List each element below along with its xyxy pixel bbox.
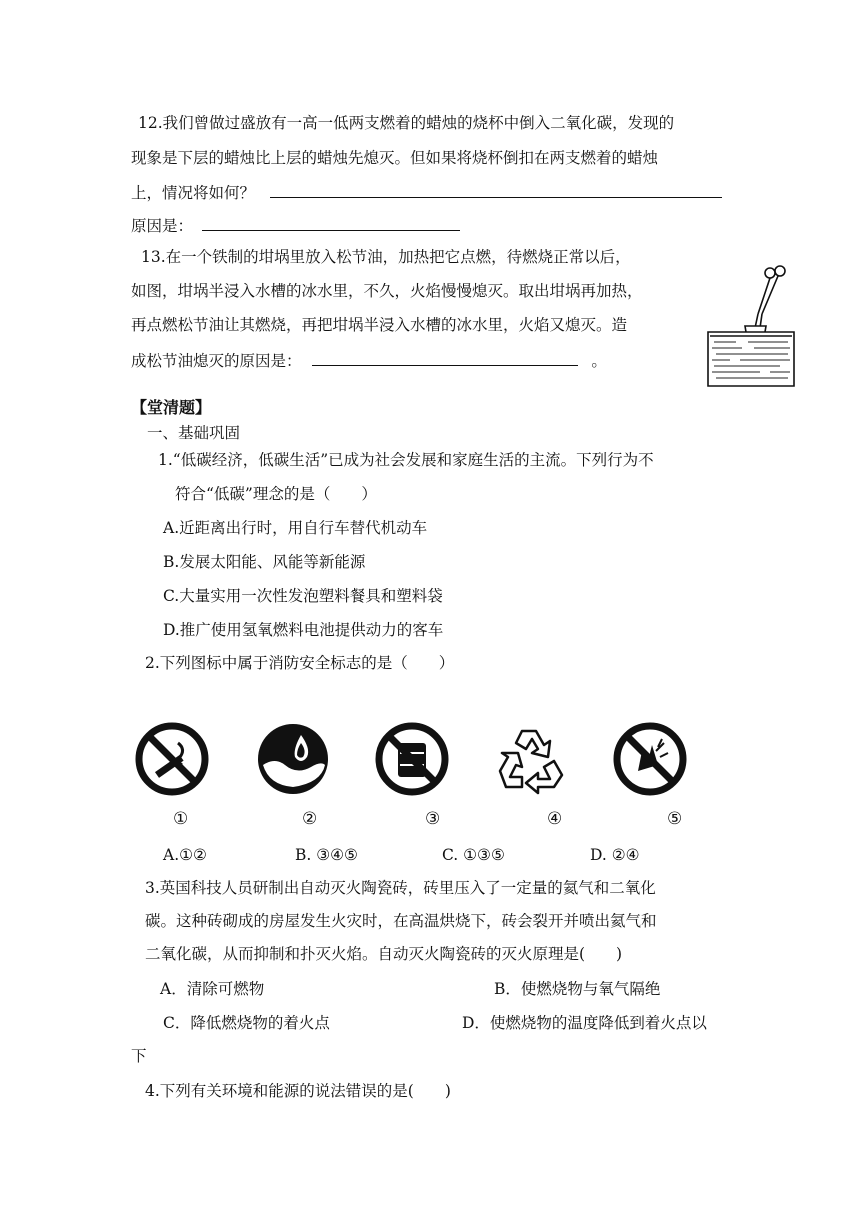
q12-line-3-text: 上，情况将如何？	[131, 184, 256, 202]
crucible-trough-illustration	[700, 262, 800, 388]
icon-number-1: ①	[173, 809, 189, 829]
q12-line-3	[131, 181, 722, 203]
q13-line-3: 再点燃松节油让其燃烧，再把坩埚半浸入水槽的冰水里，火焰又熄灭。造	[131, 316, 628, 334]
q3-option-c[interactable]: C．降低燃烧物的着火点	[163, 1014, 330, 1032]
q4-stem: 4.下列有关环境和能源的说法错误的是( )	[145, 1082, 451, 1100]
q1-stem-line-2: 符合“低碳”理念的是（ ）	[175, 485, 377, 503]
q3-option-d-continued: 下	[131, 1047, 147, 1065]
q12-answer-blank-1[interactable]	[270, 181, 722, 198]
q12-line-1: 12.我们曾做过盛放有一高一低两支燃着的蜡烛的烧杯中倒入二氧化碳，发现的	[138, 114, 675, 132]
q3-option-b[interactable]: B．使燃烧物与氧气隔绝	[494, 980, 661, 998]
no-fireworks-icon	[612, 721, 688, 797]
icon-number-5: ⑤	[667, 809, 683, 829]
q2-option-c[interactable]: C. ①③⑤	[442, 846, 505, 864]
section-subtitle: 一、基础巩固	[147, 424, 241, 442]
q2-stem: 2.下列图标中属于消防安全标志的是（ ）	[145, 654, 455, 672]
q1-option-d[interactable]: D.推广使用氢氧燃料电池提供动力的客车	[163, 621, 444, 639]
no-smoking-icon	[134, 721, 210, 797]
q12-line-2: 现象是下层的蜡烛比上层的蜡烛先熄灭。但如果将烧杯倒扣在两支燃着的蜡烛	[131, 149, 659, 167]
q13-line-4	[131, 349, 607, 371]
q3-stem-line-2: 碳。这种砖砌成的房屋发生火灾时，在高温烘烧下，砖会裂开并喷出氦气和	[145, 912, 657, 930]
q1-option-c[interactable]: C.大量实用一次性发泡塑料餐具和塑料袋	[163, 587, 443, 605]
q1-stem-line-1: 1.“低碳经济，低碳生活”已成为社会发展和家庭生活的主流。下列行为不	[158, 451, 654, 469]
q13-line-2: 如图，坩埚半浸入水槽的冰水里，不久，火焰慢慢熄灭。取出坩埚再加热，	[131, 282, 643, 300]
q1-option-a[interactable]: A.近距离出行时，用自行车替代机动车	[163, 519, 428, 537]
q3-stem-line-3: 二氧化碳，从而抑制和扑灭火焰。自动灭火陶瓷砖的灭火原理是( )	[145, 945, 623, 963]
no-open-flame-icon	[374, 721, 450, 797]
q12-line-4-text: 原因是：	[131, 217, 194, 235]
q2-option-d[interactable]: D. ②④	[590, 846, 640, 864]
q1-option-b[interactable]: B.发展太阳能、风能等新能源	[163, 553, 366, 571]
section-title: 【堂清题】	[131, 398, 212, 417]
q13-line-4-text: 成松节油熄灭的原因是：	[131, 352, 302, 370]
icon-number-3: ③	[425, 809, 441, 829]
q13-line-4-end: 。	[591, 352, 607, 370]
water-saving-icon	[255, 721, 331, 797]
icon-number-2: ②	[302, 809, 318, 829]
q3-stem-line-1: 3.英国科技人员研制出自动灭火陶瓷砖，砖里压入了一定量的氦气和二氧化	[145, 879, 656, 897]
q2-option-a[interactable]: A.①②	[163, 846, 207, 864]
q13-answer-blank[interactable]	[312, 349, 578, 366]
icon-number-4: ④	[547, 809, 563, 829]
q12-answer-blank-2[interactable]	[202, 214, 460, 231]
recycle-icon	[492, 721, 568, 797]
q3-option-d[interactable]: D．使燃烧物的温度降低到着火点以	[462, 1014, 707, 1032]
q12-line-4	[131, 214, 460, 236]
q13-line-1: 13.在一个铁制的坩埚里放入松节油，加热把它点燃，待燃烧正常以后，	[141, 248, 631, 266]
q3-option-a[interactable]: A．清除可燃物	[160, 980, 265, 998]
q2-option-b[interactable]: B. ③④⑤	[295, 846, 358, 864]
